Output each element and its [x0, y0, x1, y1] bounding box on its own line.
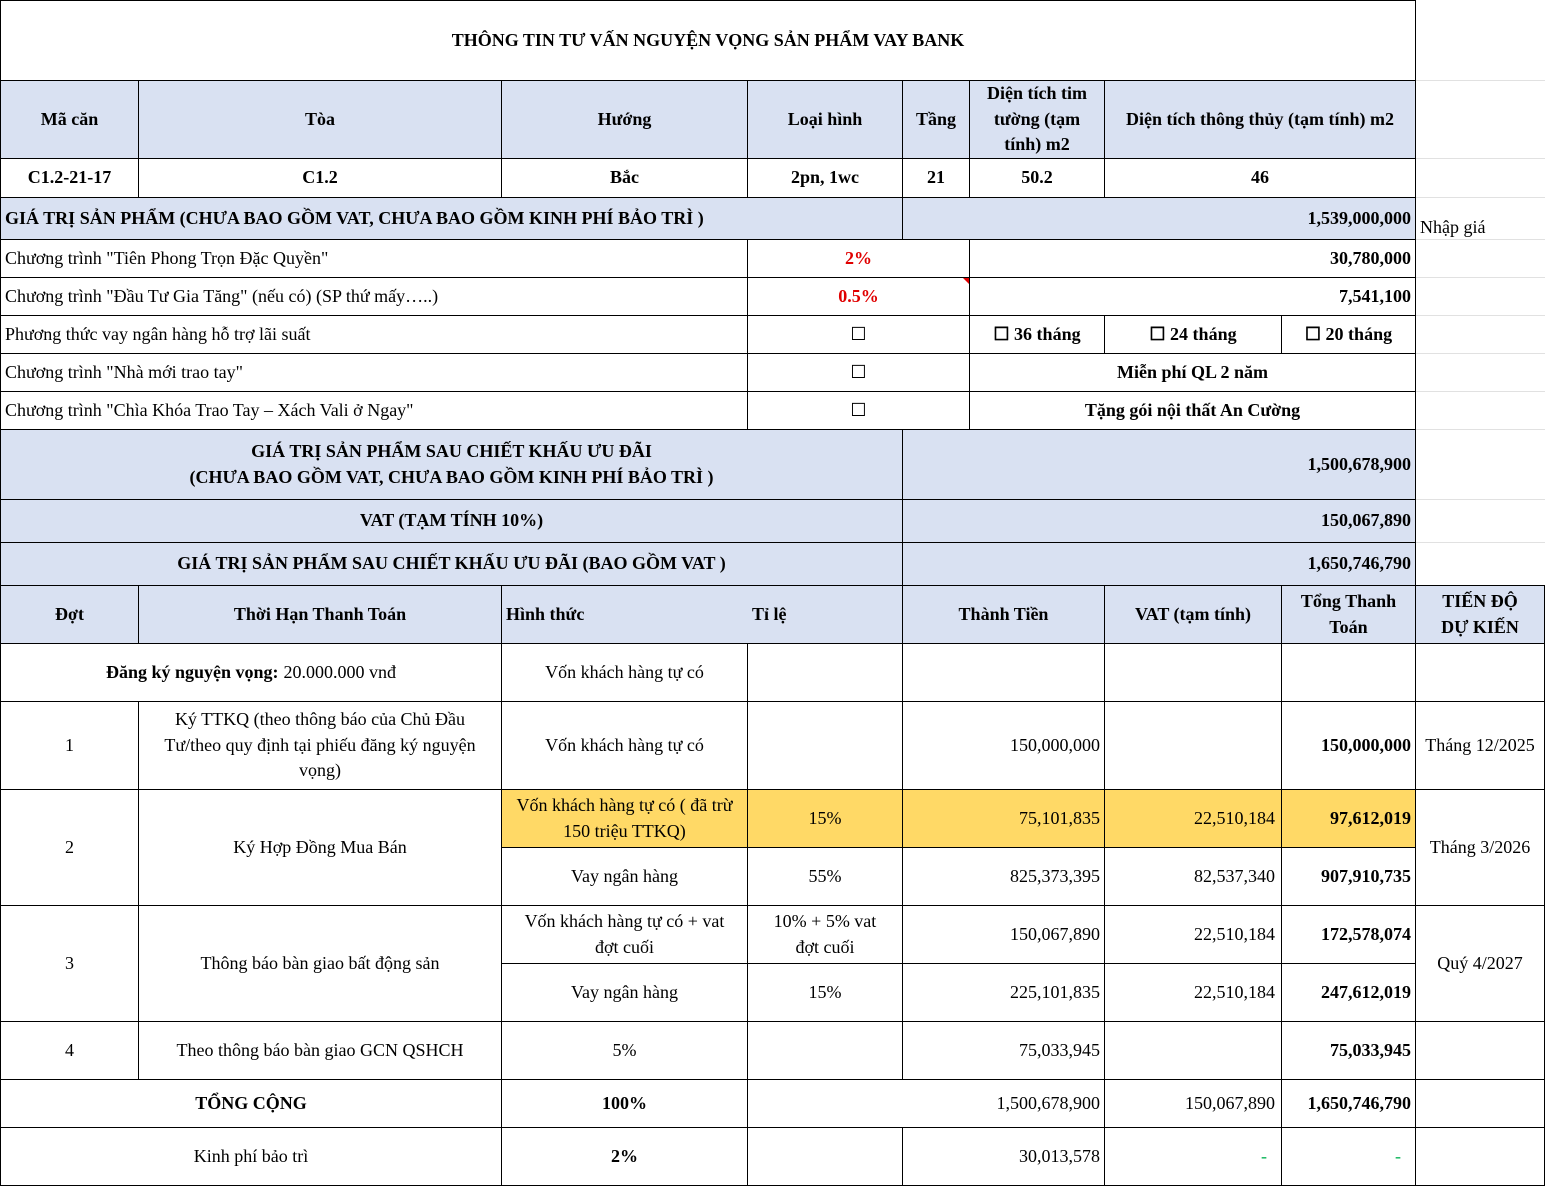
- empty-cell: [748, 1022, 903, 1080]
- phase-number: 3: [0, 906, 139, 1022]
- registration-cell: [0, 644, 502, 702]
- program-discount-value: 7,541,100: [970, 278, 1416, 316]
- program-discount-value: 30,780,000: [970, 240, 1416, 278]
- payment-timeline: Quý 4/2027: [1416, 906, 1545, 1022]
- payment-total: 150,000,000: [1282, 702, 1416, 790]
- header-term: Thời Hạn Thanh Toán: [139, 586, 502, 644]
- phase-number: 1: [0, 702, 139, 790]
- maintenance-amount: 30,013,578: [903, 1128, 1105, 1186]
- after-discount-label-line1: GIÁ TRỊ SẢN PHẨM SAU CHIẾT KHẤU ƯU ĐÃI: [251, 440, 652, 461]
- maintenance-label: Kinh phí bảo trì: [0, 1128, 502, 1186]
- base-price-value[interactable]: 1,539,000,000: [903, 198, 1416, 240]
- empty-cell: [1282, 644, 1416, 702]
- program-benefit: Miễn phí QL 2 năm: [970, 354, 1416, 392]
- program-label: Chương trình "Chìa Khóa Trao Tay – Xách Vali ở Ngay": [0, 392, 748, 430]
- tower-value: C1.2: [139, 159, 502, 198]
- comment-indicator-icon[interactable]: [963, 278, 969, 284]
- empty-cell: [1416, 1080, 1545, 1128]
- maintenance-rate: 2%: [502, 1128, 748, 1186]
- header-rate: Tỉ lệ: [748, 586, 903, 644]
- after-discount-label-line2: (CHƯA BAO GỒM VAT, CHƯA BAO GỒM KINH PHÍ BẢO TRÌ ): [189, 466, 714, 487]
- vat-label: VAT (TẠM TÍNH 10%): [0, 500, 903, 543]
- empty-cell: [1416, 644, 1545, 702]
- empty-cell: [1416, 240, 1545, 278]
- empty-cell: [748, 644, 903, 702]
- maintenance-vat: -: [1105, 1128, 1282, 1186]
- header-method: Hình thức: [502, 586, 748, 644]
- payment-vat: 82,537,340: [1105, 848, 1282, 906]
- type-value: 2pn, 1wc: [748, 159, 903, 198]
- registration-label: Đăng ký nguyện vọng:: [105, 661, 279, 682]
- payment-timeline: Tháng 12/2025: [1416, 702, 1545, 790]
- empty-cell: [1105, 644, 1282, 702]
- payment-method: Vốn khách hàng tự có: [502, 702, 748, 790]
- sheet-title: THÔNG TIN TƯ VẤN NGUYỆN VỌNG SẢN PHẨM VAY BANK: [0, 0, 1416, 81]
- payment-method: Vay ngân hàng: [502, 964, 748, 1022]
- header-type: Loại hình: [748, 81, 903, 159]
- after-discount-value: 1,500,678,900: [903, 430, 1416, 500]
- payment-amount: 225,101,835: [903, 964, 1105, 1022]
- payment-timeline: Tháng 3/2026: [1416, 790, 1545, 906]
- empty-cell: [1416, 354, 1545, 392]
- payment-total: 907,910,735: [1282, 848, 1416, 906]
- program-benefit: Tặng gói nội thất An Cường: [970, 392, 1416, 430]
- loan-option-36-months[interactable]: ☐ 36 tháng: [970, 316, 1105, 354]
- registration-amount: 20.000.000 vnđ: [283, 661, 397, 682]
- header-area-gross: Diện tích tim tường (tạm tính) m2: [970, 81, 1105, 159]
- header-vat: VAT (tạm tính): [1105, 586, 1282, 644]
- payment-method: Vốn khách hàng tự có: [502, 644, 748, 702]
- payment-method: Vay ngân hàng: [502, 848, 748, 906]
- loan-option-24-months[interactable]: ☐ 24 tháng: [1105, 316, 1282, 354]
- empty-cell: [1416, 316, 1545, 354]
- program-rate-cell: [748, 278, 970, 316]
- header-unit-code: Mã căn: [0, 81, 139, 159]
- loan-option-20-months[interactable]: ☐ 20 tháng: [1282, 316, 1416, 354]
- program-label: Chương trình "Nhà mới trao tay": [0, 354, 748, 392]
- total-incl-vat-label: GIÁ TRỊ SẢN PHẨM SAU CHIẾT KHẤU ƯU ĐÃI (BAO GỒM VAT ): [0, 543, 903, 586]
- program-rate: 2%: [748, 240, 970, 278]
- after-discount-label: [0, 430, 903, 500]
- empty-cell: [1105, 702, 1282, 790]
- vat-value: 150,067,890: [903, 500, 1416, 543]
- payment-amount: 825,373,395: [903, 848, 1105, 906]
- payment-vat: 22,510,184: [1105, 964, 1282, 1022]
- grand-total-vat: 150,067,890: [1105, 1080, 1282, 1128]
- payment-method: Vốn khách hàng tự có + vat đợt cuối: [502, 906, 748, 964]
- header-phase: Đợt: [0, 586, 139, 644]
- phase-number: 4: [0, 1022, 139, 1080]
- program-label: Chương trình "Tiên Phong Trọn Đặc Quyền": [0, 240, 748, 278]
- payment-rate: 15%: [748, 790, 903, 848]
- grand-total-rate: 100%: [502, 1080, 748, 1128]
- header-direction: Hướng: [502, 81, 748, 159]
- maintenance-total: -: [1282, 1128, 1416, 1186]
- payment-rate: 15%: [748, 964, 903, 1022]
- empty-cell: [1416, 543, 1545, 586]
- payment-term: Thông báo bàn giao bất động sản: [139, 906, 502, 1022]
- payment-amount: 150,067,890: [903, 906, 1105, 964]
- empty-cell: [1416, 430, 1545, 500]
- payment-amount: 75,033,945: [903, 1022, 1105, 1080]
- payment-term: Ký Hợp Đồng Mua Bán: [139, 790, 502, 906]
- empty-cell: [903, 644, 1105, 702]
- program-checkbox[interactable]: ☐: [748, 316, 970, 354]
- header-area-net: Diện tích thông thủy (tạm tính) m2: [1105, 81, 1416, 159]
- price-input-note: Nhập giá: [1416, 198, 1545, 240]
- area-gross-value: 50.2: [970, 159, 1105, 198]
- header-total: Tổng Thanh Toán: [1282, 586, 1416, 644]
- payment-vat: 22,510,184: [1105, 790, 1282, 848]
- header-tower: Tòa: [139, 81, 502, 159]
- program-label: Phương thức vay ngân hàng hỗ trợ lãi suất: [0, 316, 748, 354]
- registration-text: [106, 660, 396, 686]
- program-checkbox[interactable]: ☐: [748, 392, 970, 430]
- payment-total: 247,612,019: [1282, 964, 1416, 1022]
- payment-total: 97,612,019: [1282, 790, 1416, 848]
- payment-vat: 22,510,184: [1105, 906, 1282, 964]
- empty-cell: [1416, 81, 1545, 159]
- payment-total: 172,578,074: [1282, 906, 1416, 964]
- total-incl-vat-value: 1,650,746,790: [903, 543, 1416, 586]
- direction-value: Bắc: [502, 159, 748, 198]
- phase-number: 2: [0, 790, 139, 906]
- empty-cell: [1416, 278, 1545, 316]
- payment-total: 75,033,945: [1282, 1022, 1416, 1080]
- empty-cell: [1416, 392, 1545, 430]
- grand-total-label: TỔNG CỘNG: [0, 1080, 502, 1128]
- payment-term: Theo thông báo bàn giao GCN QSHCH: [139, 1022, 502, 1080]
- program-rate: 0.5%: [838, 285, 879, 306]
- empty-cell: [1416, 1128, 1545, 1186]
- area-net-value: 46: [1105, 159, 1416, 198]
- payment-method: 5%: [502, 1022, 748, 1080]
- empty-cell: [748, 1128, 903, 1186]
- unit-code-value: C1.2-21-17: [0, 159, 139, 198]
- floor-value: 21: [903, 159, 970, 198]
- empty-cell: [1105, 1022, 1282, 1080]
- empty-cell: [1416, 500, 1545, 543]
- grand-total-total: 1,650,746,790: [1282, 1080, 1416, 1128]
- payment-method: Vốn khách hàng tự có ( đã trừ 150 triệu TTKQ): [502, 790, 748, 848]
- payment-rate: 55%: [748, 848, 903, 906]
- header-amount: Thành Tiền: [903, 586, 1105, 644]
- payment-term: Ký TTKQ (theo thông báo của Chủ Đầu Tư/theo quy định tại phiếu đăng ký nguyện vọng): [139, 702, 502, 790]
- empty-cell: [1416, 0, 1545, 81]
- base-price-label: GIÁ TRỊ SẢN PHẨM (CHƯA BAO GỒM VAT, CHƯA BAO GỒM KINH PHÍ BẢO TRÌ ): [0, 198, 903, 240]
- empty-cell: [748, 702, 903, 790]
- payment-amount: 150,000,000: [903, 702, 1105, 790]
- program-label: Chương trình "Đầu Tư Gia Tăng" (nếu có) (SP thứ mấy…..): [0, 278, 748, 316]
- header-timeline: TIẾN ĐỘ DỰ KIẾN: [1416, 586, 1545, 644]
- payment-amount: 75,101,835: [903, 790, 1105, 848]
- payment-rate: 10% + 5% vat đợt cuối: [748, 906, 903, 964]
- program-checkbox[interactable]: ☐: [748, 354, 970, 392]
- grand-total-amount: 1,500,678,900: [748, 1080, 1105, 1128]
- header-floor: Tầng: [903, 81, 970, 159]
- empty-cell: [1416, 159, 1545, 198]
- empty-cell: [1416, 1022, 1545, 1080]
